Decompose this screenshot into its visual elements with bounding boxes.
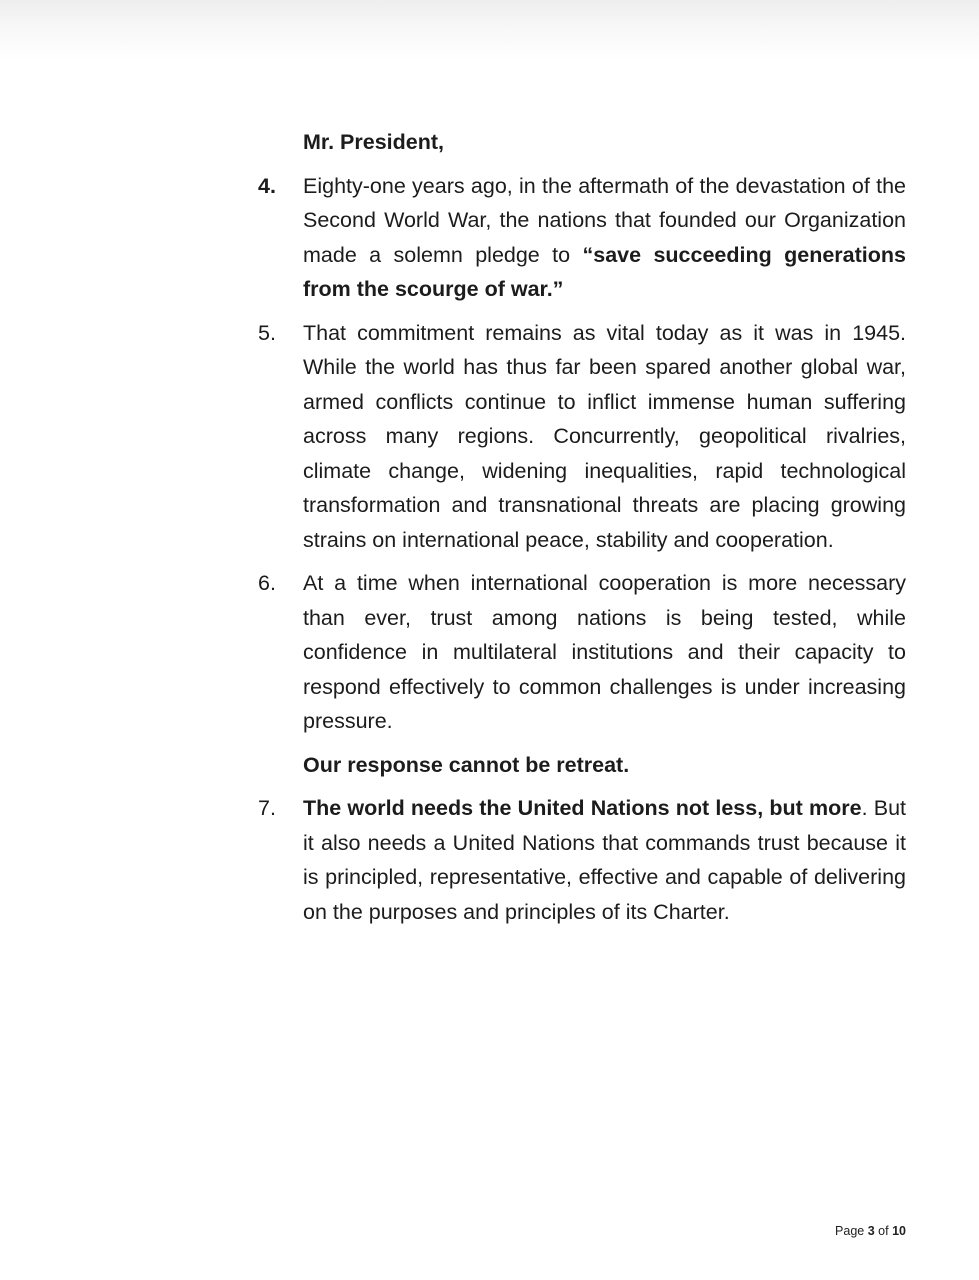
paragraph-6 <box>258 566 906 739</box>
bold-lead: The world needs the United Nations not less, but more <box>303 796 862 820</box>
paragraph-text: That commitment remains as vital today as it was in 1945. While the world has thus far been spared another global war, armed conflicts continue to inflict immense human suffering across many regions. Concurrently, geopolitical rivalries, climate change, widening inequalities, rapid technological transformation and transnational threats are placing growing strains on international peace, stability and cooperation. <box>303 320 906 552</box>
paragraph-5 <box>258 316 906 558</box>
paragraph-text <box>303 169 906 307</box>
paragraph-text-body: Eighty-one years ago, in the aftermath of the devastation of the Second World War, the nations that founded our Organization made a solemn pledge to <box>303 173 906 267</box>
paragraph-number: 6. <box>258 571 276 595</box>
salutation: Mr. President, <box>303 130 444 154</box>
paragraph-number: 4. <box>258 173 276 198</box>
paragraph-number: 5. <box>258 320 276 345</box>
paragraph-text-body: . But it also needs a United Nations that commands trust because it is principled, representative, effective and capable of delivering on the purposes and principles of its Charter. <box>303 796 907 924</box>
current-page-number: 3 <box>867 1224 875 1238</box>
paragraph-text: At a time when international cooperation is more necessary than ever, trust among nations is being tested, while confidence in multilateral institutions and their capacity to respond effectively to common challenges is under increasing pressure. <box>303 571 906 733</box>
page-number-footer <box>835 1224 906 1238</box>
of-word: of <box>878 1224 889 1238</box>
document-body <box>258 125 906 938</box>
page-word: Page <box>835 1224 865 1238</box>
interjection-line: Our response cannot be retreat. <box>303 752 630 777</box>
paragraph-text <box>303 791 906 929</box>
total-pages-number: 10 <box>892 1224 906 1238</box>
paragraph-4 <box>258 169 906 307</box>
paragraph-7 <box>258 791 906 929</box>
paragraph-number: 7. <box>258 796 276 820</box>
charter-quote: “save succeeding generations from the scourge of war.” <box>303 242 906 301</box>
